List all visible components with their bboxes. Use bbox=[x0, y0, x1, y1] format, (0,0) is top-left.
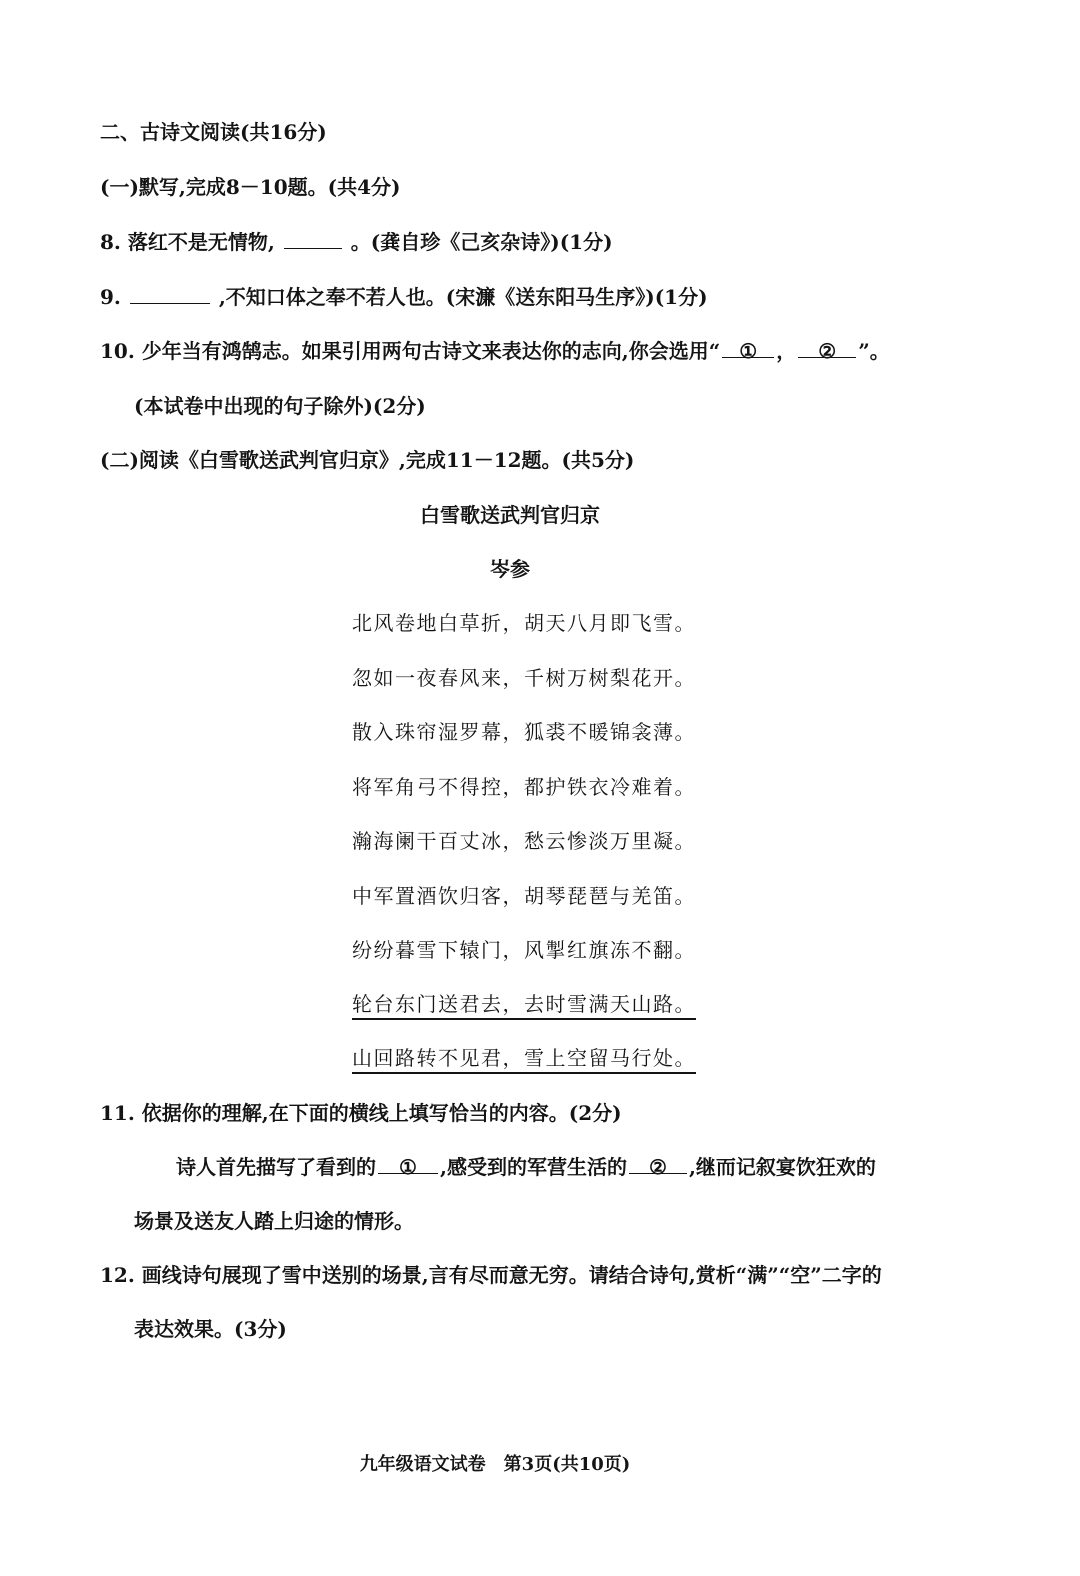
question-12-text-2: 表达效果。(3分) bbox=[134, 1317, 287, 1341]
poem-line: 北风卷地白草折，胡天八月即飞雪。 bbox=[352, 611, 696, 635]
poem-line-underlined-text: 轮台东门送君去，去时雪满天山路。 bbox=[352, 992, 696, 1020]
question-12 bbox=[100, 1261, 882, 1289]
question-11-mark-1: ① bbox=[399, 1155, 417, 1179]
question-10-blank-2[interactable] bbox=[798, 337, 856, 363]
question-9-answer-blank[interactable] bbox=[130, 283, 210, 304]
question-10-blank-1[interactable] bbox=[722, 337, 774, 363]
question-11-fill-line bbox=[176, 1153, 876, 1181]
question-10-end: ”。 bbox=[858, 339, 890, 363]
question-11-blank-1[interactable] bbox=[378, 1153, 438, 1179]
question-12-text: 画线诗句展现了雪中送别的场景,言有尽而意无穷。请结合诗句,赏析“满”“空”二字的 bbox=[141, 1263, 882, 1287]
poem-line: 将军角弓不得控，都护铁衣冷难着。 bbox=[352, 775, 696, 799]
question-11-line1-b: ,感受到的军营生活的 bbox=[440, 1155, 627, 1179]
question-10-text: 少年当有鸿鹄志。如果引用两句古诗文来表达你的志向,你会选用“ bbox=[141, 339, 721, 363]
question-9-number: 9. bbox=[100, 285, 121, 309]
question-10-mark-2: ② bbox=[818, 339, 837, 363]
question-10-separator: ， bbox=[776, 339, 797, 363]
poem-line: 忽如一夜春风来，千树万树梨花开。 bbox=[352, 666, 696, 690]
question-11-line1-c: ,继而记叙宴饮狂欢的 bbox=[688, 1155, 876, 1179]
part2-title: (二)阅读《白雪歌送武判官归京》,完成11－12题。(共5分) bbox=[100, 448, 635, 472]
question-9-text-after: ,不知口体之奉不若人也。(宋濂《送东阳马生序》)(1分) bbox=[218, 285, 708, 309]
question-11-blank-2[interactable] bbox=[629, 1153, 687, 1179]
poem-line: 纷纷暮雪下辕门，风掣红旗冻不翻。 bbox=[352, 938, 696, 962]
poem-line-underlined bbox=[352, 990, 696, 1018]
poem-author: 岑参 bbox=[490, 557, 530, 581]
question-10-number: 10. bbox=[100, 339, 135, 363]
poem-line-underlined bbox=[352, 1044, 696, 1072]
poem-line: 中军置酒饮归客，胡琴琵琶与羌笛。 bbox=[352, 884, 696, 908]
question-8-text-before: 落红不是无情物, bbox=[127, 230, 275, 254]
part1-title: (一)默写,完成8－10题。(共4分) bbox=[100, 175, 401, 199]
question-11-text: 依据你的理解,在下面的横线上填写恰当的内容。(2分) bbox=[141, 1101, 622, 1125]
question-10-note: (本试卷中出现的句子除外)(2分) bbox=[134, 394, 426, 418]
question-8-text-after: 。(龚自珍《己亥杂诗》)(1分) bbox=[350, 230, 613, 254]
question-8-number: 8. bbox=[100, 230, 121, 254]
question-10 bbox=[100, 337, 890, 365]
question-9 bbox=[100, 283, 708, 311]
poem-line: 散入珠帘湿罗幕，狐裘不暖锦衾薄。 bbox=[352, 720, 696, 744]
question-11-number: 11. bbox=[100, 1101, 135, 1125]
question-8-answer-blank[interactable] bbox=[284, 228, 342, 249]
poem-line-underlined-text: 山回路转不见君，雪上空留马行处。 bbox=[352, 1046, 696, 1074]
question-11 bbox=[100, 1099, 622, 1127]
question-11-mark-2: ② bbox=[649, 1155, 667, 1179]
question-11-line2: 场景及送友人踏上归途的情形。 bbox=[134, 1209, 414, 1233]
question-12-number: 12. bbox=[100, 1263, 135, 1287]
poem-line: 瀚海阑干百丈冰，愁云惨淡万里凝。 bbox=[352, 829, 696, 853]
poem-title: 白雪歌送武判官归京 bbox=[420, 503, 600, 527]
question-8 bbox=[100, 228, 613, 256]
section-title: 二、古诗文阅读(共16分) bbox=[100, 120, 327, 144]
question-11-line1-a: 诗人首先描写了看到的 bbox=[176, 1155, 376, 1179]
page-footer: 九年级语文试卷 第3页(共10页) bbox=[359, 1454, 631, 1475]
question-10-mark-1: ① bbox=[739, 339, 758, 363]
